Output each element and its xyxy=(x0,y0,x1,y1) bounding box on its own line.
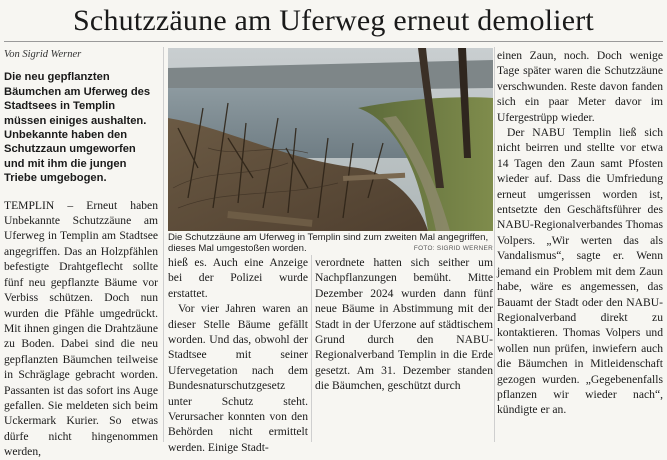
lead-paragraph: Die neu gepflanzten Bäumchen am Uferweg des Stadtsees in Templin müssen einiges aushalten. Unbekannte haben den Schutzzaun umgeworfen und mit ihm die jungen Triebe umgebogen. xyxy=(4,71,151,185)
body-paragraph-2: hieß es. Auch eine Anzeige bei der Polizei wurde erstattet. xyxy=(168,256,308,300)
article-photo xyxy=(168,48,493,231)
body-paragraph-5: einen Zaun, noch. Doch wenige Tage später waren die Schutzzäune verschwunden. Reste davon fanden sich ein paar Meter davor im Ufergestrüpp wieder. xyxy=(497,49,663,124)
photo-credit: FOTO: SIGRID WERNER xyxy=(413,245,493,252)
body-paragraph-1: TEMPLIN – Erneut haben Unbekannte Schutzzäune am Uferweg in Templin am Stadtsee angegriffen. Das an Holzpfählen befestigte Drahtgeflecht sollte fünf neu gepflanzte Bäume vor Verbiss schützen. Doch nun wurden die Pfähle umgedrückt. Mit ihnen gingen die Drahtzäune zu Boden. Dabei sind die neu gepflanzten Bäumchen teilweise in Schräglage gebracht worden. Passanten ist das sofort ins Auge gefallen. Sie meldeten sich beim Uckermark Kurier. So etwas dürfe nicht hingenommen werden, xyxy=(4,198,158,459)
body-paragraph-3: Vor vier Jahren waren an dieser Stelle Bäume gefällt worden. Und das, obwohl der Stadtsee mit seiner Ufervegetation nach dem Bundesnaturschutzgesetz unter Schutz steht. Verursacher konnten von den Behörden nicht ermittelt werden. Einige Stadt- xyxy=(168,302,308,454)
headline-rule xyxy=(4,41,663,42)
column-4 xyxy=(497,48,663,442)
photo-caption xyxy=(168,232,493,254)
headline: Schutzzäune am Uferweg erneut demoliert xyxy=(73,4,594,37)
byline: Von Sigrid Werner xyxy=(4,49,82,60)
column-2 xyxy=(168,255,308,454)
column-divider xyxy=(494,47,495,442)
column-1 xyxy=(4,47,158,459)
body-paragraph-6: Der NABU Templin ließ sich nicht beirren und stellte vor etwa 14 Tagen den Zaun samt Pfosten wieder auf. Dass die Umfriedung erneut umgerissen worden ist, entsetzte den Geschäftsführer des NABU-Regionalverbandes Thomas Volpers. „Wir werten das als Vandalismus“, sagte er. Wenn jemand ein Problem mit dem Zaun habe, wäre es angemessen, das Bauamt der Stadt oder den NABU-Regionalverband direkt zu kontaktieren. Thomas Volpers und wollen nun prüfen, inwiefern auch die Bäumchen in Mitleidenschaft gezogen wurden. „Gegebenenfalls pflanzen wir wieder nach“, kündigte er an. xyxy=(497,126,663,417)
column-divider xyxy=(311,255,312,442)
column-3 xyxy=(315,255,493,442)
body-paragraph-4: verordnete hatten sich seither um Nachpflanzungen bemüht. Mitte Dezember 2024 wurden dann fünf neue Bäume in Abstimmung mit der Stadt in der Uferzone auf städtischem Grund durch den NABU-Regionalverband Templin in die Erde gesetzt. Am 31. Dezember standen die Bäumchen, geschützt durch xyxy=(315,256,493,393)
column-divider xyxy=(163,47,164,442)
photo-caption-text: Die Schutzzäune am Uferweg in Templin sind zum zweiten Mal angegriffen, dieses Mal umgestoßen worden. xyxy=(168,232,489,254)
